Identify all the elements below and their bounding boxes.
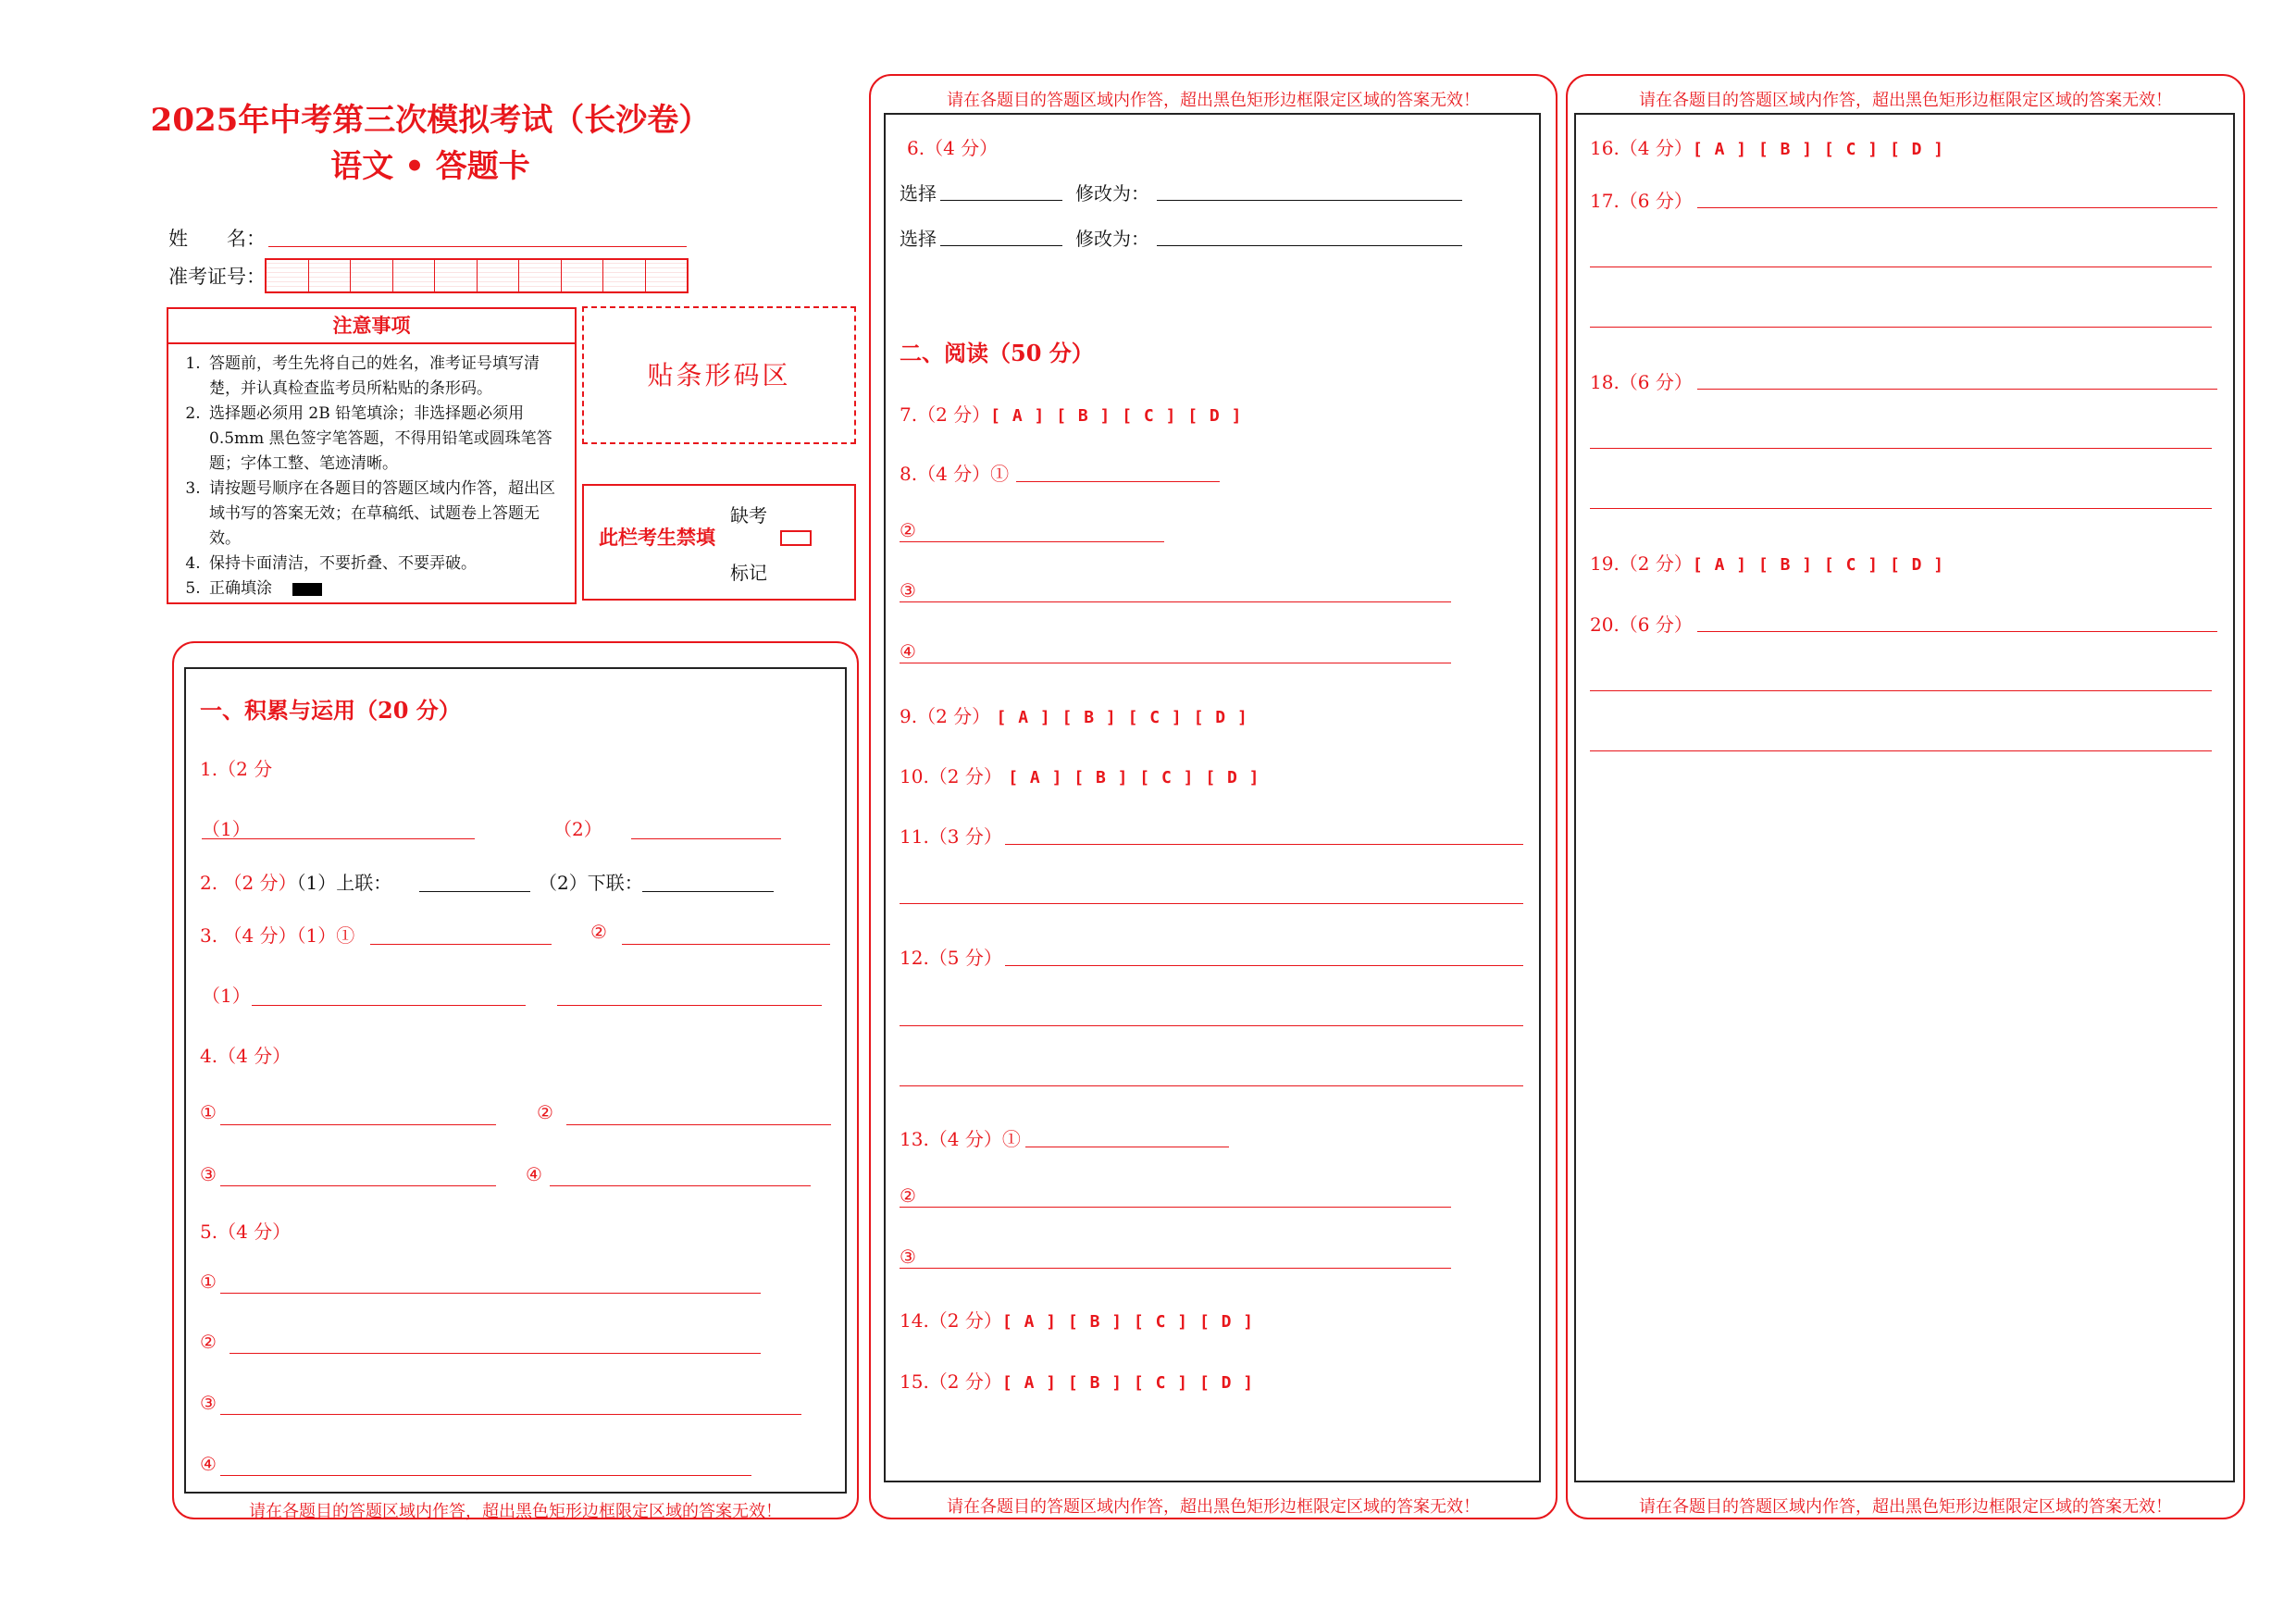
- q8-c2: ②: [900, 519, 916, 541]
- q6-modify-2[interactable]: [1157, 245, 1462, 246]
- q3-4-answer[interactable]: [557, 1005, 822, 1006]
- notice-title: 注意事项: [168, 309, 575, 344]
- q18-label: 18.（6 分）: [1590, 371, 1693, 393]
- q2-lower-label: （2）下联：: [539, 872, 643, 894]
- notice-item-label: 正确填涂: [209, 579, 272, 598]
- q13-label: 13.（4 分）①: [900, 1128, 1021, 1150]
- q4-2-answer[interactable]: [566, 1124, 831, 1125]
- q3-label: 3. （4 分）（1）①: [200, 924, 355, 947]
- q12-answer-1[interactable]: [1005, 965, 1523, 966]
- absent-mark-box[interactable]: [780, 530, 812, 546]
- notice-box: [167, 307, 577, 604]
- q12-answer-2[interactable]: [900, 1025, 1523, 1026]
- q11-answer-2[interactable]: [900, 903, 1523, 904]
- q4-c4: ④: [526, 1163, 542, 1185]
- section-2-heading: 二、阅读（50 分）: [900, 340, 1094, 366]
- q8-c3: ③: [900, 579, 916, 601]
- q7-options[interactable]: [ A ] [ B ] [ C ] [ D ]: [990, 406, 1243, 426]
- q8-2-answer[interactable]: [900, 541, 1164, 542]
- q10-label: [900, 762, 1260, 788]
- q20-answer-2[interactable]: [1590, 690, 2212, 691]
- notice-item: 4. 保持卡面清洁，不要折叠、不要弄破。: [205, 552, 564, 576]
- q5-3-answer[interactable]: [220, 1414, 801, 1415]
- q10-number: 10.（2 分）: [900, 765, 1002, 787]
- q1-1-label: （1）: [202, 818, 251, 840]
- absent-mark-bottom: 标记: [730, 562, 767, 584]
- id-label: 准考证号：: [168, 266, 266, 288]
- q16-number: 16.（4 分）: [1590, 137, 1693, 159]
- answer-frame-1: [184, 667, 847, 1494]
- q17-answer-3[interactable]: [1590, 327, 2212, 328]
- q6-select-1[interactable]: [940, 200, 1062, 201]
- q1-2-label: （2）: [553, 818, 602, 840]
- q3-1-answer[interactable]: [370, 944, 552, 945]
- panel3-top-warning: 请在各题目的答题区域内作答，超出黑色矩形边框限定区域的答案无效！: [1639, 91, 2172, 110]
- q4-3-answer[interactable]: [220, 1185, 496, 1186]
- q8-3-answer[interactable]: [900, 601, 1451, 602]
- q12-label: 12.（5 分）: [900, 947, 1002, 969]
- q4-label: 4.（4 分）: [200, 1045, 292, 1067]
- exam-title: 2025年中考第三次模拟考试（长沙卷）: [150, 102, 711, 139]
- notice-item: 3. 请按题号顺序在各题目的答题区域内作答，超出区域书写的答案无效；在草稿纸、试题卷上答题无效。: [205, 477, 564, 552]
- name-field[interactable]: [268, 246, 687, 247]
- q3-3-label: （1）: [202, 985, 251, 1007]
- q14-number: 14.（2 分）: [900, 1309, 1002, 1332]
- q15-number: 15.（2 分）: [900, 1370, 1002, 1393]
- q16-options[interactable]: [ A ] [ B ] [ C ] [ D ]: [1692, 140, 1945, 159]
- q3-2-answer[interactable]: [622, 944, 830, 945]
- q8-1-answer[interactable]: [1016, 481, 1220, 482]
- absent-box: [582, 484, 856, 601]
- q5-c3: ③: [200, 1392, 217, 1414]
- exam-subtitle: 语文 • 答题卡: [330, 148, 530, 185]
- q9-options[interactable]: [ A ] [ B ] [ C ] [ D ]: [996, 708, 1248, 727]
- q15-options[interactable]: [ A ] [ B ] [ C ] [ D ]: [1001, 1373, 1255, 1393]
- q17-answer-1[interactable]: [1697, 207, 2217, 208]
- q13-c3: ③: [900, 1246, 916, 1268]
- notice-item: 1. 答题前，考生先将自己的姓名，准考证号填写清楚，并认真检查监考员所粘贴的条形码。: [205, 352, 564, 402]
- q1-2-answer[interactable]: [631, 838, 781, 839]
- q4-c2: ②: [537, 1101, 553, 1123]
- q7-label: [900, 400, 1242, 427]
- answer-frame-3: [1574, 113, 2235, 1482]
- barcode-area: [582, 306, 856, 444]
- q2-label: [200, 868, 391, 895]
- q5-1-answer[interactable]: [220, 1293, 761, 1294]
- q9-label: [900, 701, 1248, 728]
- q4-4-answer[interactable]: [550, 1185, 811, 1186]
- q6-select-1-label: 选择: [900, 182, 937, 205]
- notice-item: 2. 选择题必须用 2B 铅笔填涂；非选择题必须用 0.5mm 黑色签字笔答题，不得用铅笔或圆珠笔答题；字体工整、笔迹清晰。: [205, 402, 564, 477]
- q5-c4: ④: [200, 1453, 217, 1475]
- q18-answer-3[interactable]: [1590, 508, 2212, 509]
- q6-select-2-label: 选择: [900, 228, 937, 250]
- q8-label: 8.（4 分）①: [900, 463, 1010, 485]
- q18-answer-1[interactable]: [1697, 389, 2217, 390]
- q15-label: [900, 1367, 1254, 1394]
- q2-upper-answer[interactable]: [419, 891, 530, 892]
- answer-frame-2: [884, 113, 1541, 1482]
- q4-c1: ①: [200, 1101, 217, 1123]
- q2-number: 2. （2 分）: [200, 872, 297, 894]
- q2-lower-answer[interactable]: [642, 891, 774, 892]
- q3-2-label: ②: [590, 921, 607, 943]
- q5-4-answer[interactable]: [220, 1475, 751, 1476]
- q12-answer-3[interactable]: [900, 1085, 1523, 1086]
- name-label: 姓 名：: [168, 228, 266, 250]
- q13-3-answer[interactable]: [900, 1268, 1451, 1269]
- q19-number: 19.（2 分）: [1590, 552, 1693, 575]
- q6-label: 6.（4 分）: [907, 137, 999, 159]
- q2-upper-label: （1）上联：: [296, 872, 392, 894]
- q8-c4: ④: [900, 640, 916, 663]
- q13-c2: ②: [900, 1184, 916, 1207]
- barcode-label: 贴条形码区: [647, 360, 791, 391]
- q3-3-answer[interactable]: [252, 1005, 526, 1006]
- panel2-top-warning: 请在各题目的答题区域内作答，超出黑色矩形边框限定区域的答案无效！: [947, 91, 1480, 110]
- q4-1-answer[interactable]: [220, 1124, 496, 1125]
- q14-label: [900, 1306, 1254, 1333]
- q1-label: 1.（2 分: [200, 758, 273, 780]
- q19-label: [1590, 549, 1944, 576]
- absent-mark-top: 缺考: [730, 504, 767, 527]
- q5-c1: ①: [200, 1271, 217, 1293]
- q20-answer-1[interactable]: [1697, 631, 2217, 632]
- q6-select-2[interactable]: [940, 245, 1062, 246]
- q17-label: 17.（6 分）: [1590, 190, 1693, 212]
- absent-label: 此栏考生禁填: [599, 526, 715, 549]
- q18-answer-2[interactable]: [1590, 448, 2212, 449]
- q5-2-answer[interactable]: [230, 1353, 761, 1354]
- notice-item: [205, 576, 564, 601]
- q10-options[interactable]: [ A ] [ B ] [ C ] [ D ]: [1008, 768, 1260, 787]
- section-1-heading: 一、积累与运用（20 分）: [200, 697, 461, 724]
- q11-answer-1[interactable]: [1005, 844, 1523, 845]
- q4-c3: ③: [200, 1163, 217, 1185]
- panel2-bottom-warning: 请在各题目的答题区域内作答，超出黑色矩形边框限定区域的答案无效！: [947, 1497, 1480, 1517]
- q13-2-answer[interactable]: [900, 1207, 1451, 1208]
- q5-label: 5.（4 分）: [200, 1221, 292, 1243]
- q6-modify-1[interactable]: [1157, 200, 1462, 201]
- q19-options[interactable]: [ A ] [ B ] [ C ] [ D ]: [1692, 555, 1945, 575]
- q20-answer-3[interactable]: [1590, 750, 2212, 751]
- q20-label: 20.（6 分）: [1590, 614, 1693, 636]
- q6-modify-1-label: 修改为：: [1075, 182, 1149, 205]
- q11-label: 11.（3 分）: [900, 825, 1002, 848]
- fill-example-mark: [292, 583, 322, 596]
- q6-modify-2-label: 修改为：: [1075, 228, 1149, 250]
- panel3-bottom-warning: 请在各题目的答题区域内作答，超出黑色矩形边框限定区域的答案无效！: [1639, 1497, 2172, 1517]
- q9-number: 9.（2 分）: [900, 705, 991, 727]
- q14-options[interactable]: [ A ] [ B ] [ C ] [ D ]: [1001, 1312, 1255, 1332]
- q16-label: [1590, 133, 1944, 160]
- id-number-boxes[interactable]: [265, 258, 689, 293]
- q7-number: 7.（2 分）: [900, 403, 991, 426]
- panel1-bottom-warning: 请在各题目的答题区域内作答，超出黑色矩形边框限定区域的答案无效！: [249, 1502, 782, 1521]
- q5-c2: ②: [200, 1331, 217, 1353]
- q1-1-answer[interactable]: [202, 838, 475, 839]
